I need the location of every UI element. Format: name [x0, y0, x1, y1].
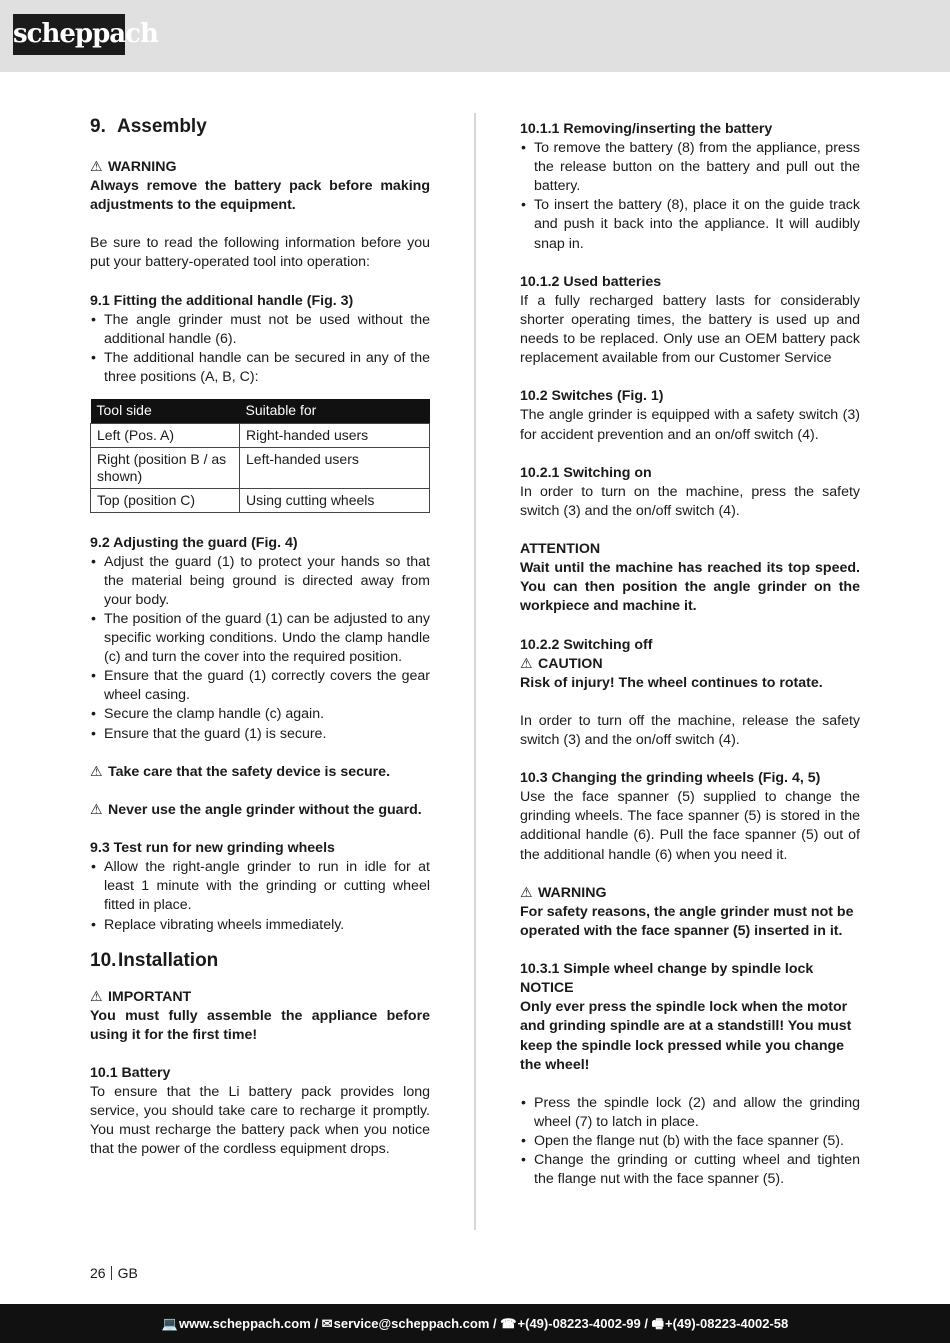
- caution-label: CAUTION: [537, 655, 603, 672]
- phone-icon: ☎: [500, 1316, 517, 1331]
- email-link[interactable]: service@scheppach.com /: [333, 1316, 497, 1331]
- handle-position-table: [90, 399, 430, 513]
- list-item: • The position of the guard (1) can be adjusted to any specific working conditions. Undo the clamp handle (c) and turn the cover into the required position.: [90, 610, 430, 667]
- list-item: • Replace vibrating wheels immediately.: [90, 916, 430, 935]
- table-cell: Right-handed users: [240, 423, 430, 447]
- list-item: • Press the spindle lock (2) and allow the grinding wheel (7) to latch in place.: [520, 1094, 860, 1132]
- safety-note-text: Never use the angle grinder without the guard.: [107, 801, 422, 818]
- subsection-10-2-2-text: In order to turn off the machine, release the safety switch (3) and the on/off switch (4).: [520, 712, 860, 748]
- warning-text: For safety reasons, the angle grinder must not be operated with the face spanner (5) inserted in it.: [520, 903, 854, 939]
- page-footer: [0, 1304, 950, 1343]
- section-number: 10.: [90, 949, 117, 971]
- subsection-9-1-list: [90, 311, 430, 387]
- subsection-9-3-list: [90, 858, 430, 934]
- attention-label: ATTENTION: [520, 541, 601, 558]
- list-item: • Ensure that the guard (1) is secure.: [90, 725, 430, 744]
- email-icon: ✉: [321, 1316, 333, 1331]
- section-title: Installation: [118, 949, 219, 971]
- website-link[interactable]: www.scheppach.com /: [179, 1316, 318, 1331]
- safety-note: [90, 801, 430, 820]
- page-number-value: 26: [90, 1265, 106, 1281]
- warning-triangle-icon: ⚠: [90, 763, 103, 780]
- table-cell: Left (Pos. A): [91, 423, 240, 447]
- subsection-9-2-list: [90, 553, 430, 744]
- warning-heading: [90, 158, 430, 177]
- warning-heading: [520, 884, 860, 903]
- warning-text: Always remove the battery pack before making adjustments to the equipment.: [90, 178, 430, 214]
- computer-icon: 💻: [161, 1316, 178, 1331]
- warning-triangle-icon: ⚠: [520, 655, 533, 672]
- notice-label: NOTICE: [520, 980, 574, 997]
- list-item: • Secure the clamp handle (c) again.: [90, 705, 430, 724]
- subsection-10-2-1-title: 10.2.1 Switching on: [520, 464, 652, 481]
- table-cell: Right (position B / as shown): [91, 447, 240, 488]
- subsection-10-1-1-list: [520, 139, 860, 254]
- caution-text: Risk of injury! The wheel continues to rotate.: [520, 674, 823, 691]
- safety-note-text: Take care that the safety device is secure.: [107, 763, 391, 780]
- subsection-10-1-2-text: If a fully recharged battery lasts for considerably shorter operating times, the battery is used up and needs to be replaced. Only use an OEM battery pack replacement available from our Customer Service: [520, 292, 860, 367]
- attention-text: Wait until the machine has reached its top speed. You can then position the angle grinder on the workpiece and machine it.: [520, 560, 860, 615]
- list-item: • Allow the right-angle grinder to run in idle for at least 1 minute with the grinding or cutting wheel fitted in place.: [90, 858, 430, 915]
- warning-label: WARNING: [107, 159, 177, 175]
- list-item: • Change the grinding or cutting wheel and tighten the flange nut with the face spanner (5).: [520, 1151, 860, 1189]
- subsection-9-2-title: 9.2 Adjusting the guard (Fig. 4): [90, 534, 298, 551]
- page-number: [90, 1265, 138, 1282]
- important-text: You must fully assemble the appliance before using it for the first time!: [90, 1007, 430, 1043]
- section-title: Assembly: [117, 116, 207, 137]
- list-item: • Ensure that the guard (1) correctly covers the gear wheel casing.: [90, 667, 430, 705]
- list-item: • Adjust the guard (1) to protect your hands so that the material being ground is directed away from your body.: [90, 553, 430, 610]
- section-9-heading: [90, 115, 430, 141]
- important-label: IMPORTANT: [107, 988, 192, 1005]
- subsection-10-1-text: To ensure that the Li battery pack provides long service, you should take care to recharge it promptly. You must recharge the battery pack when you notice that the power of the cordless equipment drops.: [90, 1084, 430, 1158]
- subsection-10-3-1-title: 10.3.1 Simple wheel change by spindle lock: [520, 961, 814, 978]
- warning-triangle-icon: ⚠: [90, 801, 103, 818]
- table-row: [91, 488, 430, 512]
- list-item: • The additional handle can be secured in any of the three positions (A, B, C):: [90, 349, 430, 387]
- section-number: 9.: [90, 116, 106, 137]
- fax-number: +(49)-08223-4002-58: [664, 1316, 789, 1331]
- warning-triangle-icon: ⚠: [90, 159, 103, 175]
- list-item: • Open the flange nut (b) with the face spanner (5).: [520, 1132, 860, 1151]
- brand-logo: scheppach: [13, 14, 125, 55]
- intro-text: Be sure to read the following information before you put your battery-operated tool into operation:: [90, 235, 430, 271]
- warning-label: WARNING: [537, 884, 607, 901]
- list-item: • To insert the battery (8), place it on the guide track and push it back into the appliance. It will audibly snap in.: [520, 196, 860, 253]
- page-header: [0, 0, 950, 72]
- table-header-cell: Suitable for: [240, 399, 430, 423]
- subsection-10-2-text: The angle grinder is equipped with a safety switch (3) for accident prevention and an on/off switch (4).: [520, 407, 860, 443]
- caution-heading: [520, 655, 860, 674]
- right-column: [520, 120, 860, 1189]
- left-column: [90, 115, 430, 1159]
- table-row: [91, 423, 430, 447]
- table-header-cell: Tool side: [91, 399, 240, 423]
- table-header-row: [91, 399, 430, 423]
- phone-number: +(49)-08223-4002-99 /: [517, 1316, 648, 1331]
- table-row: [91, 447, 430, 488]
- subsection-10-2-2-title: 10.2.2 Switching off: [520, 636, 653, 653]
- subsection-10-1-1-title: 10.1.1 Removing/inserting the battery: [520, 121, 773, 137]
- subsection-10-2-title: 10.2 Switches (Fig. 1): [520, 388, 664, 405]
- section-10-heading: [90, 949, 430, 975]
- subsection-10-2-1-text: In order to turn on the machine, press the safety switch (3) and the on/off switch (4).: [520, 483, 860, 519]
- notice-text: Only ever press the spindle lock when the motor and grinding spindle are at a standstill! You must keep the spindle lock pressed while you change the wheel!: [520, 999, 852, 1073]
- list-item: • To remove the battery (8) from the appliance, press the release button on the battery and pull out the battery.: [520, 139, 860, 196]
- subsection-9-1-title: 9.1 Fitting the additional handle (Fig. 3): [90, 292, 354, 309]
- table-cell: Left-handed users: [240, 447, 430, 488]
- list-item: • The angle grinder must not be used without the additional handle (6).: [90, 311, 430, 349]
- safety-note: [90, 763, 430, 782]
- page-number-separator: [111, 1266, 112, 1280]
- subsection-10-1-title: 10.1 Battery: [90, 1064, 171, 1081]
- table-cell: Using cutting wheels: [240, 488, 430, 512]
- subsection-9-3-title: 9.3 Test run for new grinding wheels: [90, 840, 335, 857]
- subsection-10-3-title: 10.3 Changing the grinding wheels (Fig. 4, 5): [520, 770, 821, 787]
- warning-triangle-icon: ⚠: [90, 988, 103, 1005]
- column-divider: [474, 113, 476, 1230]
- language-code: GB: [117, 1265, 138, 1281]
- subsection-10-1-2-title: 10.1.2 Used batteries: [520, 273, 662, 290]
- fax-icon: 🖷: [651, 1316, 664, 1331]
- warning-triangle-icon: ⚠: [520, 884, 533, 901]
- subsection-10-3-text: Use the face spanner (5) supplied to change the grinding wheels. The face spanner (5) is stored in the additional handle (6). Pull the face spanner (5) out of the additional handle (6) when you need it.: [520, 789, 860, 863]
- subsection-10-3-1-list: [520, 1094, 860, 1189]
- table-cell: Top (position C): [91, 488, 240, 512]
- important-heading: [90, 988, 430, 1007]
